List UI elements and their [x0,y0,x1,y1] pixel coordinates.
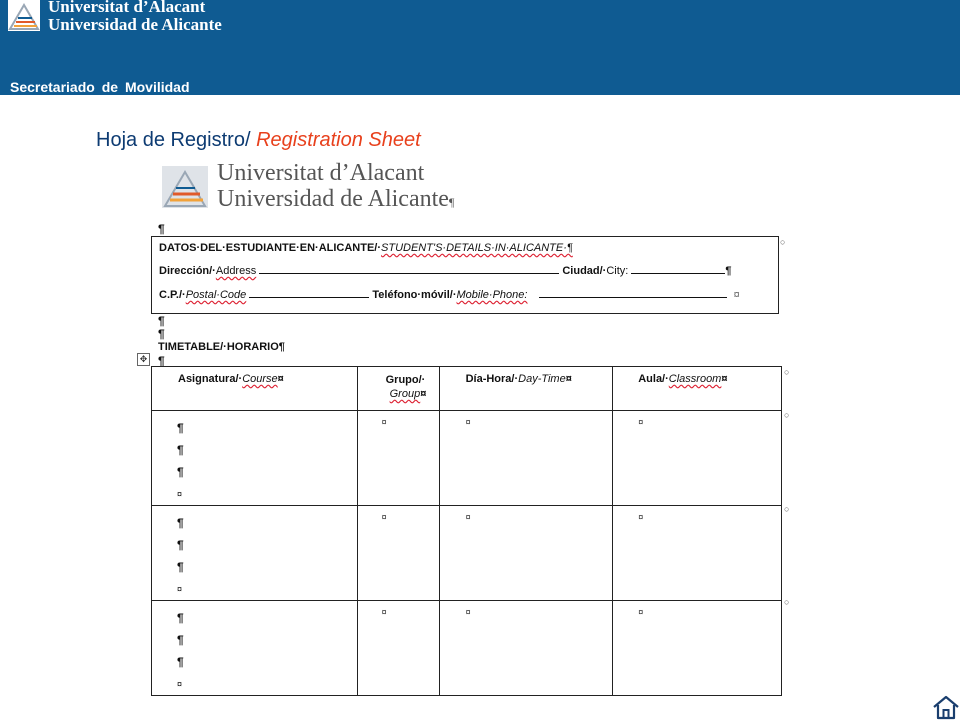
daytime-cell[interactable]: ¤ [439,411,613,506]
header-daytime-label: Día-Hora/· [465,373,519,385]
university-name-line2: Universidad de Alicante [48,15,222,34]
header-daytime-en: Day-Time [518,373,566,385]
classroom-cell[interactable]: ¤ [613,601,782,696]
page-title-en: Registration Sheet [256,129,421,151]
pilcrow: ¶ [725,265,732,277]
student-heading-es: DATOS·DEL·ESTUDIANTE·EN·ALICANTE/· [159,242,382,254]
table-row [152,411,782,506]
student-details-box [151,236,779,314]
home-icon[interactable] [932,694,960,720]
table-move-handle-icon[interactable]: ✥ [137,353,150,366]
header-cell-group [357,367,439,411]
pilcrow: ¶ [158,327,165,341]
header-group-label: Grupo/· [385,374,426,386]
header-course-label: Asignatura/· [178,373,243,385]
table-header-row [152,367,782,411]
phone-label: Teléfono·móvil/· [372,289,457,301]
pilcrow: ¶ [158,222,165,236]
header-cell-classroom [613,367,782,411]
department-name: Secretariado de Movilidad [10,79,190,95]
pilcrow: ¶ [448,195,455,209]
mobile-phone-field[interactable] [539,287,727,298]
timetable [151,366,782,696]
row-end-mark: ○ [780,237,786,247]
row-end-mark: ○ [784,410,790,420]
postal-label-en: Postal·Code [185,289,247,301]
table-row [152,601,782,696]
classroom-cell[interactable]: ¤ [613,411,782,506]
cell-end-mark: ¤ [721,373,728,385]
postal-label: C.P./· [159,289,186,301]
postal-phone-row [159,287,740,301]
document-university-line2-text: Universidad de Alicante [217,186,449,212]
table-row [152,506,782,601]
university-logo-icon [8,0,40,31]
document-logo [162,166,208,208]
pilcrow: ¶ [158,314,165,328]
daytime-cell[interactable]: ¤ [439,601,613,696]
cell-end-mark: ¤ [565,373,572,385]
classroom-cell[interactable]: ¤ [613,506,782,601]
page-title-es: Hoja de Registro/ [96,129,251,151]
city-label: Ciudad/· [562,265,607,277]
postal-code-field[interactable] [249,287,369,298]
pilcrow: ¶ [158,354,165,368]
student-heading-en: STUDENT'S·DETAILS·IN·ALICANTE·¶ [381,242,573,254]
row-end-mark: ○ [784,504,790,514]
header-group-en: Group [389,388,421,400]
document-logo-icon [162,166,208,208]
address-label: Dirección/· [159,265,216,277]
header-cell-daytime [439,367,613,411]
course-cell[interactable]: ¶ ¶ ¶ ¤ [152,601,358,696]
header-classroom-en: Classroom [668,373,722,385]
address-row [159,263,732,277]
university-logo [8,0,40,31]
address-label-en: Address [215,265,257,277]
timetable-heading: TIMETABLE/·HORARIO¶ [158,341,285,353]
group-cell[interactable]: ¤ [357,506,439,601]
header-course-en: Course [242,373,278,385]
course-cell[interactable]: ¶ ¶ ¶ ¤ [152,411,358,506]
header-classroom-label: Aula/· [638,373,669,385]
phone-label-en: Mobile·Phone: [456,289,528,301]
course-cell[interactable]: ¶ ¶ ¶ ¤ [152,506,358,601]
document-university-line2 [217,186,454,213]
city-label-en: City: [606,265,629,277]
home-icon-glyph [932,694,960,720]
header-cell-course [152,367,358,411]
header-banner [0,0,960,95]
cell-end-mark: ¤ [277,373,284,385]
cell-end-mark: ¤ [733,289,740,301]
page-title [96,129,421,152]
group-cell[interactable]: ¤ [357,601,439,696]
row-end-mark: ○ [784,597,790,607]
cell-end-mark: ¤ [420,388,427,400]
group-cell[interactable]: ¤ [357,411,439,506]
row-end-mark: ○ [784,367,790,377]
document-university-line1: Universitat d’Alacant [217,160,425,186]
city-field[interactable] [631,263,725,274]
university-name-line1: Universitat d’Alacant [48,0,206,16]
address-field[interactable] [259,263,559,274]
daytime-cell[interactable]: ¤ [439,506,613,601]
student-details-heading [159,242,573,254]
